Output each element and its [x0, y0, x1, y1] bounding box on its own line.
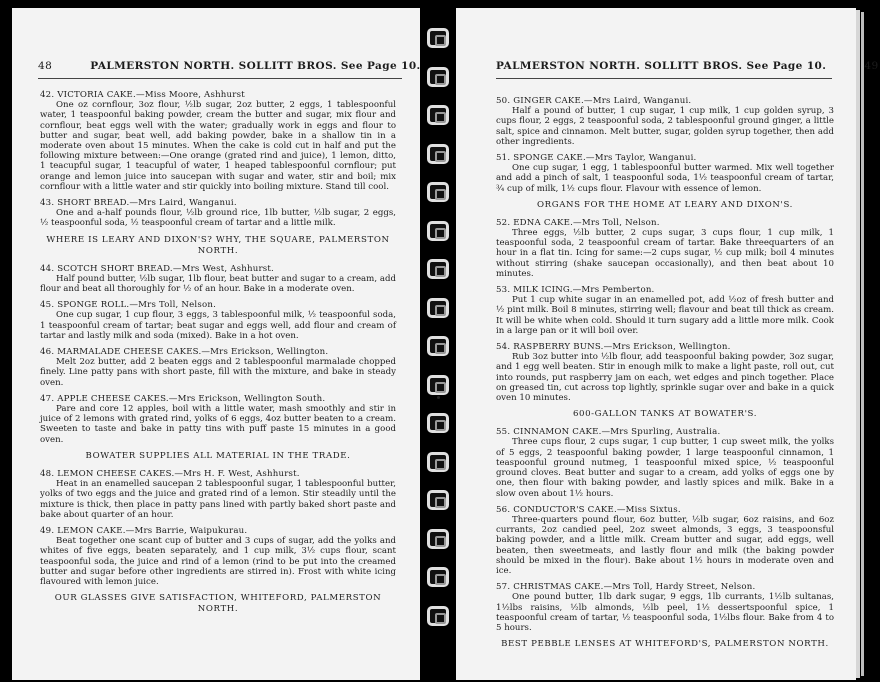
recipe-body: Put 1 cup white sugar in an enamelled pot, add ½oz of fresh butter and ½ pint milk. Boil 8 minutes, stirring well; flavour and beat till thick as cream. It will be white when cold. Should it turn sugary add a little more milk. Cook in a large pan or it will boil over. — [496, 295, 834, 336]
spiral-binding — [422, 28, 456, 668]
recipe-entry — [40, 198, 396, 229]
recipe-title: 54. RASPBERRY BUNS.—Mrs Erickson, Wellington. — [496, 342, 731, 353]
recipe-body: One and a-half pounds flour, ½lb ground rice, 1lb butter, ½lb sugar, 2 eggs, ½ teaspoonful soda, ½ teaspoonful cream of tartar and a little milk. — [40, 208, 396, 229]
recipe-title: 43. SHORT BREAD.—Mrs Laird, Wanganui. — [40, 198, 237, 209]
spiral-coil — [427, 28, 449, 48]
advertisement: ORGANS FOR THE HOME AT LEARY AND DIXON'S. — [537, 199, 793, 210]
right-page-content — [496, 96, 834, 657]
recipe-body: One pound butter, 1lb dark sugar, 9 eggs, 1lb currants, 1½lb sultanas, 1½lbs raisins, ½lb almonds, ½lb peel, 1½ dessertspoonful spice, 1 teaspoonful cream of tartar, ½ teaspoonful soda, 1½lbs flour. Bake from 4 to 5 hours. — [496, 592, 834, 633]
recipe-body: Half pound butter, ½lb sugar, 1lb flour, beat butter and sugar to a cream, add flour and beat all thoroughly for ½ of an hour. Bake in a moderate oven. — [40, 273, 396, 295]
left-header-rule — [38, 78, 402, 79]
recipe-body: Half a pound of butter, 1 cup sugar, 1 cup milk, 1 cup golden syrup, 3 cups flour, 2 eggs, 2 teaspoonful soda, 2 tablespoonful ground ginger, a little salt, spice and cinnamon. Melt butter, sugar, golden syrup together, then add other ingredients. — [496, 106, 834, 147]
recipe-entry — [496, 582, 834, 633]
recipe-entry — [40, 264, 396, 295]
right-header-text: PALMERSTON NORTH. SOLLITT BROS. See Page 10. — [496, 60, 827, 72]
recipe-body: Rub 3oz butter into ½lb flour, add teaspoonful baking powder, 3oz sugar, and 1 egg well beaten. Stir in enough milk to make a light paste, roll out, cut into rounds, put raspberry jam on each, wet edges and pinch together. Place on greased tin, cut across top lightly, sprinkle sugar over and bake in a quick oven 10 minutes. — [496, 352, 834, 404]
right-page-header — [496, 60, 879, 72]
left-page-content — [40, 90, 396, 622]
spiral-coil — [427, 606, 449, 626]
recipe-entry — [40, 394, 396, 445]
recipe-body: Melt 2oz butter, add 2 beaten eggs and 2 tablespoonful marmalade chopped finely. Line patty pans with short paste, fill with the mixture, and bake in steady oven. — [40, 357, 396, 388]
advertisement: OUR GLASSES GIVE SATISFACTION, WHITEFORD, PALMERSTON NORTH. — [54, 593, 382, 615]
recipe-title: 49. LEMON CAKE.—Mrs Barrie, Waipukurau. — [40, 525, 248, 536]
recipe-body: One cup sugar, 1 cup flour, 3 eggs, 3 tablespoonful milk, ½ teaspoonful soda, 1 teaspoonful cream of tartar; beat sugar and eggs well, add flour and cream of tartar and lastly milk and soda (mixed). Bake in a hot oven. — [40, 310, 396, 341]
recipe-entry — [40, 526, 396, 587]
recipe-title: 56. CONDUCTOR'S CAKE.—Miss Sixtus. — [496, 504, 681, 515]
recipe-entry — [496, 218, 834, 279]
recipe-title: 50. GINGER CAKE.—Mrs Laird, Wanganui. — [496, 96, 692, 106]
spiral-coil — [427, 336, 449, 356]
recipe-title: 52. EDNA CAKE.—Mrs Toll, Nelson. — [496, 217, 660, 228]
recipe-entry — [496, 427, 834, 498]
recipe-entry — [40, 347, 396, 388]
recipe-body: One oz cornflour, 3oz flour, ½lb sugar, 2oz butter, 2 eggs, 1 tablespoonful water, 1 teaspoonful baking powder, cream the butter and sugar, mix flour and cornflour, beat eggs well with the water; gradually work in eggs and flour to butter and sugar, beat well, add baking powder, bake in a shallow tin in a moderate oven about 15 minutes. When the cake is cold cut in half and put the following mixture between:—One orange (grated rind and juice), 1 lemon, ditto, 1 teacupful sugar, 1 teacupful of water, 1 heaped tablespoonful cornflour; put orange and lemon juice into saucepan with sugar and water, stir and boil; mix cornflour with a little water and stir quickly into boiling mixture. Stand till cool. — [40, 100, 396, 192]
right-page-number: 49 — [864, 60, 879, 72]
page-edge — [856, 10, 860, 678]
advertisement: 600-GALLON TANKS AT BOWATER'S. — [572, 409, 758, 420]
recipe-title: 44. SCOTCH SHORT BREAD.—Mrs West, Ashhurst. — [40, 263, 274, 274]
spiral-coil — [427, 144, 449, 164]
recipe-body: Heat in an enamelled saucepan 2 tablespoonful sugar, 1 tablespoonful butter, yolks of two eggs and the juice and grated rind of a lemon. Stir steadily until the mixture is thick, then place in patty pans lined with partly baked short paste and bake about quarter of an hour. — [40, 479, 396, 520]
recipe-title: 45. SPONGE ROLL.—Mrs Toll, Nelson. — [40, 300, 217, 311]
recipe-body: Three cups flour, 2 cups sugar, 1 cup butter, 1 cup sweet milk, the yolks of 5 eggs, 2 teaspoonful baking powder, 1 large teaspoonful cinnamon, 1 teaspoonful ground nutmeg, 1 teaspoonful mixed spice, ½ teaspoonful ground cloves. Beat butter and sugar to a cream, add yolks of eggs one by one, then flour with baking powder, and lastly spices and milk. Bake in a slow oven about 1½ hours. — [496, 437, 834, 499]
spiral-coil — [427, 490, 449, 510]
recipe-title: 53. MILK ICING.—Mrs Pemberton. — [496, 285, 655, 296]
recipe-title: 42. VICTORIA CAKE.—Miss Moore, Ashhurst — [40, 90, 245, 100]
spiral-coil — [427, 413, 449, 433]
recipe-entry — [40, 300, 396, 341]
recipe-entry — [496, 96, 834, 147]
recipe-entry — [496, 153, 834, 194]
advertisement: BEST PEBBLE LENSES AT WHITEFORD'S, PALMERSTON NORTH. — [501, 639, 829, 650]
left-page-header — [38, 60, 421, 72]
advertisement: BOWATER SUPPLIES ALL MATERIAL IN THE TRADE. — [85, 450, 351, 461]
recipe-entry — [496, 505, 834, 576]
recipe-body: One cup sugar, 1 egg, 1 tablespoonful butter warmed. Mix well together and add a pinch of salt, 1 teaspoonful soda, 1½ teaspoonful cream of tartar, ¾ cup of milk, 1½ cups flour. Flavour with essence of lemon. — [496, 163, 834, 194]
recipe-body: Three eggs, ½lb butter, 2 cups sugar, 3 cups flour, 1 cup milk, 1 teaspoonful soda, 2 teaspoonful cream of tartar. Bake threequarters of an hour in a flat tin. Icing for same:—2 cups sugar, ½ cup milk; boil 4 minutes without stirring (shake saucepan occasionally), and then beat about 10 minutes. — [496, 228, 834, 279]
recipe-title: 55. CINNAMON CAKE.—Mrs Spurling, Australia. — [496, 427, 721, 438]
recipe-title: 46. MARMALADE CHEESE CAKES.—Mrs Erickson, Wellington. — [40, 347, 329, 358]
page-edge — [861, 12, 864, 676]
spiral-coil — [427, 298, 449, 318]
advertisement: WHERE IS LEARY AND DIXON'S? WHY, THE SQUARE, PALMERSTON NORTH. — [46, 234, 390, 256]
spiral-coil — [427, 375, 449, 395]
recipe-body: Three-quarters pound flour, 6oz butter, ½lb sugar, 6oz raisins, and 6oz currants, 2oz candied peel, 2oz sweet almonds, 3 eggs, 3 teaspoonsful baking powder, and a little milk. Cream butter and sugar, add eggs, well beaten, then sweetmeats, and lastly flour and milk (the baking powder should be mixed in the flour). Bake about 1½ hours in moderate oven and ice. — [496, 514, 834, 576]
recipe-title: 51. SPONGE CAKE.—Mrs Taylor, Wanganui. — [496, 153, 697, 164]
spiral-coil — [427, 221, 449, 241]
recipe-body: Beat together one scant cup of butter and 3 cups of sugar, add the yolks and whites of five eggs, beaten separately, and 1 cup milk, 3½ cups flour, scant teaspoonful soda, the juice and rind of a lemon (rind to be put into the creamed butter and sugar before other ingredients are stirred in). Frost with white icing flavoured with lemon juice. — [40, 536, 396, 587]
recipe-title: 57. CHRISTMAS CAKE.—Mrs Toll, Hardy Street, Nelson. — [496, 582, 756, 593]
recipe-entry — [40, 469, 396, 520]
recipe-entry — [496, 285, 834, 336]
left-page-number: 48 — [38, 60, 53, 72]
spiral-coil — [427, 105, 449, 125]
page-mark — [437, 396, 440, 399]
right-header-rule — [496, 78, 832, 79]
spiral-coil — [427, 259, 449, 279]
recipe-title: 48. LEMON CHEESE CAKES.—Mrs H. F. West, Ashhurst. — [40, 468, 300, 479]
recipe-body: Pare and core 12 apples, boil with a little water, mash smoothly and stir in juice of 2 lemons with grated rind, yolks of 6 eggs, 4oz butter beaten to a cream. Sweeten to taste and bake in patty tins with puff paste 15 minutes in a good oven. — [40, 404, 396, 445]
spiral-coil — [427, 182, 449, 202]
spiral-coil — [427, 67, 449, 87]
spiral-coil — [427, 529, 449, 549]
spiral-coil — [427, 452, 449, 472]
recipe-entry — [496, 342, 834, 403]
left-page — [12, 8, 420, 680]
spiral-coil — [427, 567, 449, 587]
recipe-entry — [40, 90, 396, 192]
left-header-text: PALMERSTON NORTH. SOLLITT BROS. See Page 10. — [90, 60, 421, 72]
recipe-title: 47. APPLE CHEESE CAKES.—Mrs Erickson, Wellington South. — [40, 393, 326, 404]
right-page — [456, 8, 879, 680]
